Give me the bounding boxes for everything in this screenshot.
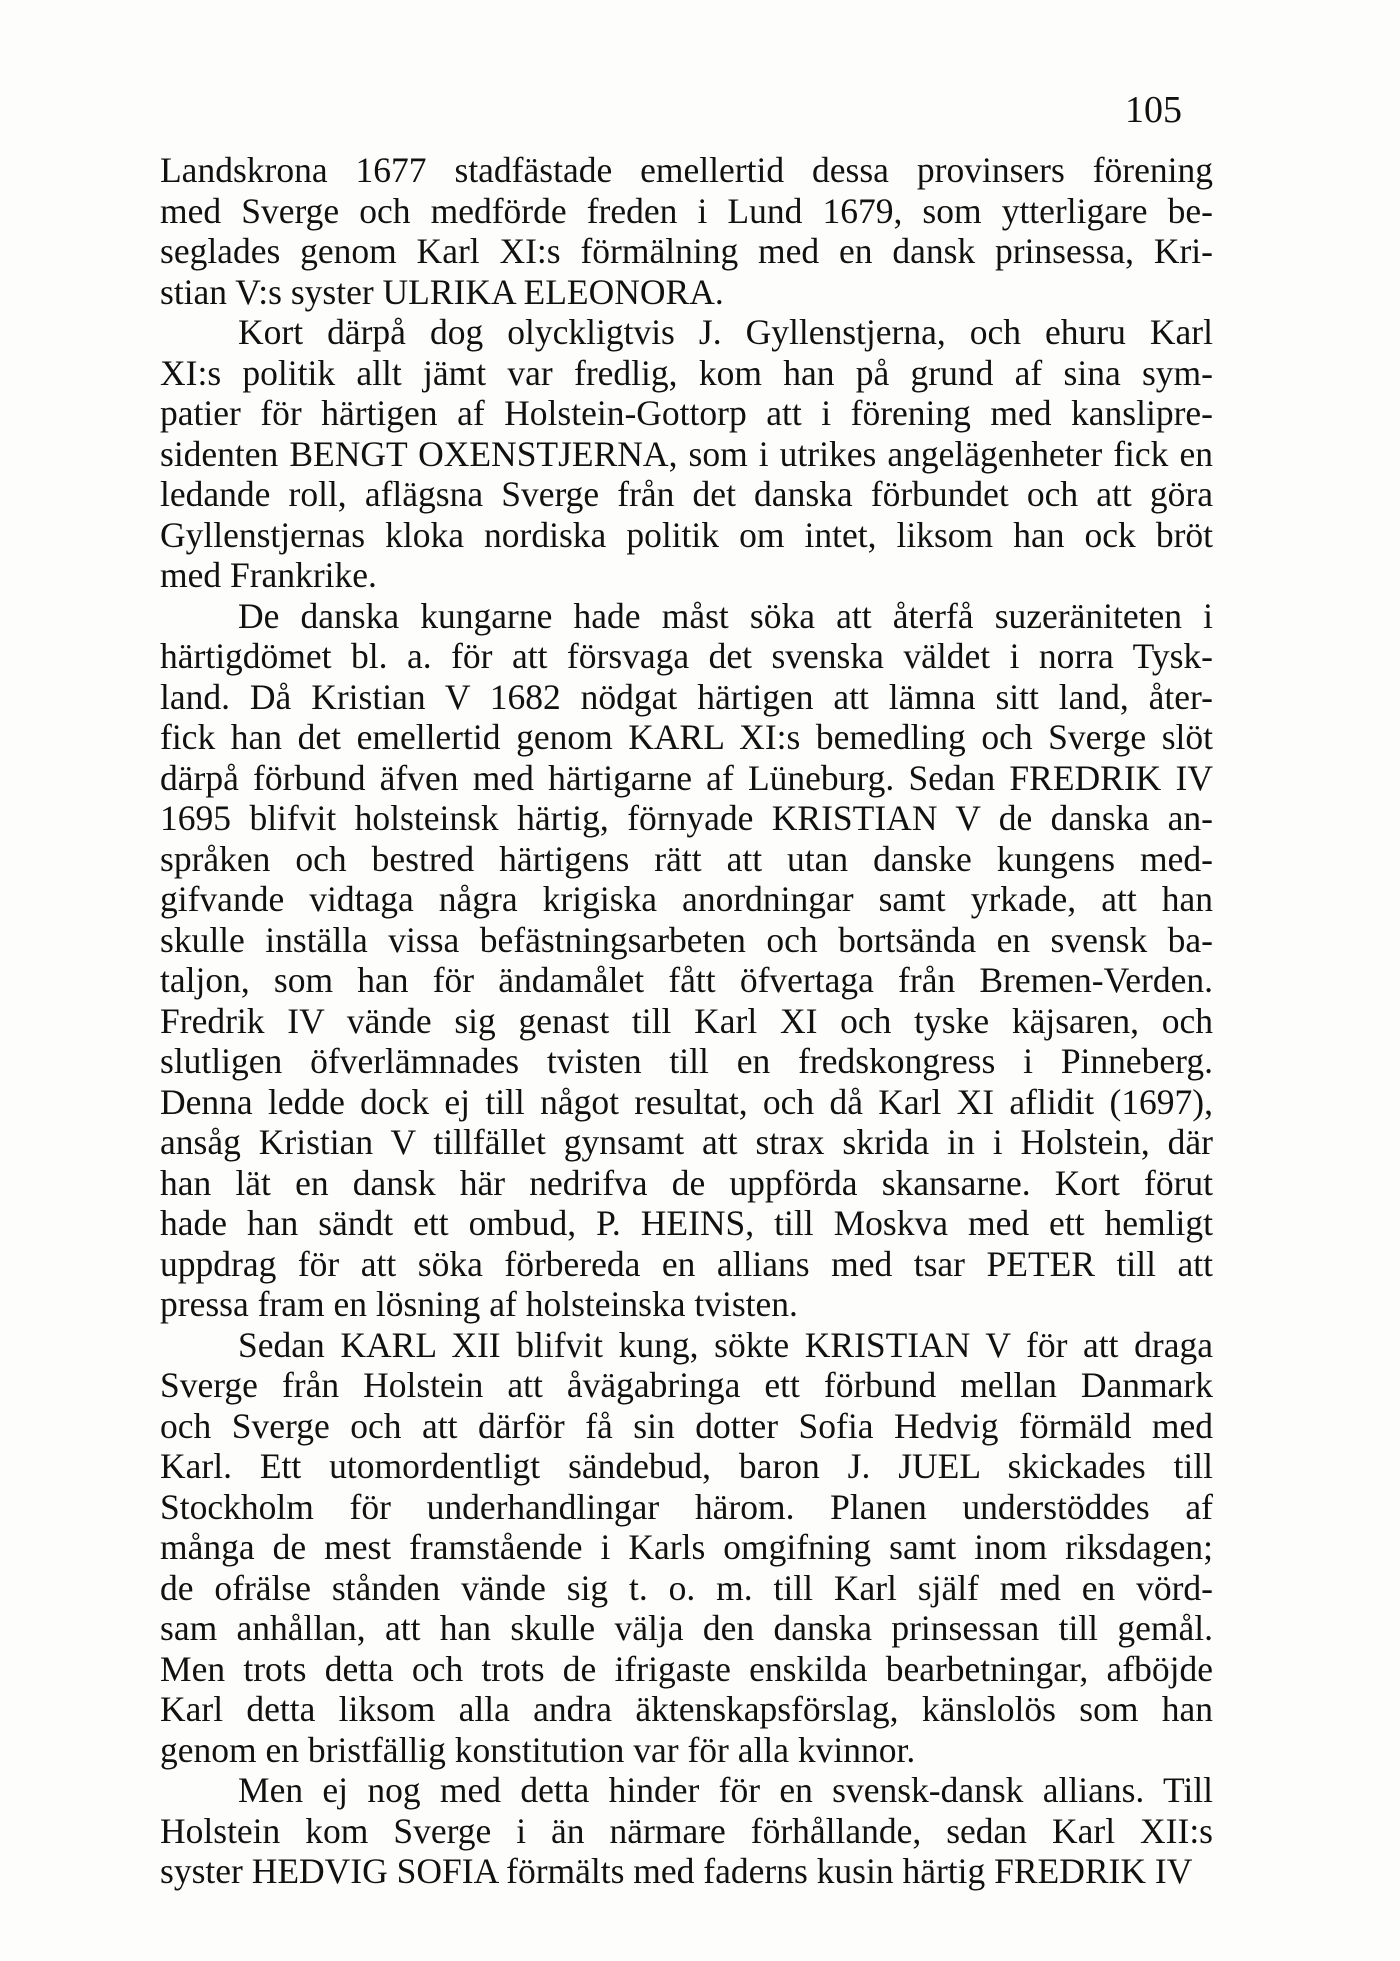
text-line: därpå förbund äfven med härtigarne af Lüneburg. Sedan FREDRIK IV (160, 757, 1213, 798)
text-line: härtigdömet bl. a. för att försvaga det svenska väldet i norra Tysk- (160, 636, 1213, 676)
text-line: hade han sändt ett ombud, P. HEINS, till Moskva med ett hemligt (160, 1203, 1213, 1243)
text-line: med Sverge och medförde freden i Lund 1679, som ytterligare be- (160, 190, 1213, 231)
text-line: Men trots detta och trots de ifrigaste enskilda bearbetningar, afböjde (160, 1648, 1213, 1689)
text-line: han lät en dansk här nedrifva de uppförda skansarne. Kort förut (160, 1162, 1213, 1203)
text-line: patier för härtigen af Holstein-Gottorp att i förening med kanslipre- (160, 393, 1213, 433)
text-line: De danska kungarne hade måst söka att återfå suzeräniteten i (238, 595, 1213, 636)
text-line: ansåg Kristian V tillfället gynsamt att strax skrida in i Holstein, där (160, 1122, 1213, 1162)
text-line: Karl detta liksom alla andra äktenskapsförslag, känslolös som han (160, 1689, 1213, 1729)
text-line: Karl. Ett utomordentligt sändebud, baron J. JUEL skickades till (160, 1446, 1213, 1486)
text-line: sidenten BENGT OXENSTJERNA, som i utrikes angelägenheter fick en (160, 433, 1213, 474)
text-line: Sverge från Holstein att åvägabringa ett förbund mellan Danmark (160, 1365, 1213, 1405)
text-line: sam anhållan, att han skulle välja den danska prinsessan till gemål. (160, 1608, 1213, 1648)
text-line: land. Då Kristian V 1682 nödgat härtigen att lämna sitt land, åter- (160, 676, 1213, 717)
page-number: 105 (1125, 89, 1182, 131)
text-line: uppdrag för att söka förbereda en allians med tsar PETER till att (160, 1243, 1213, 1284)
text-line: genom en bristfällig konstitution var för alla kvinnor. (160, 1729, 916, 1770)
text-line: Landskrona 1677 stadfästade emellertid dessa provinsers förening (160, 150, 1213, 190)
body-text (160, 150, 1213, 1892)
text-line: XI:s politik allt jämt var fredlig, kom han på grund af sina sym- (160, 352, 1213, 393)
text-line: med Frankrike. (160, 555, 377, 595)
text-line: och Sverge och att därför få sin dotter Sofia Hedvig förmäld med (160, 1405, 1213, 1446)
text-line: taljon, som han för ändamålet fått öfvertaga från Bremen-Verden. (160, 960, 1213, 1000)
text-line: slutligen öfverlämnades tvisten till en fredskongress i Pinneberg. (160, 1041, 1213, 1081)
text-line: Stockholm för underhandlingar härom. Planen understöddes af (160, 1486, 1213, 1527)
text-line: Holstein kom Sverge i än närmare förhållande, sedan Karl XII:s (160, 1810, 1213, 1851)
text-line: 1695 blifvit holsteinsk härtig, förnyade KRISTIAN V de danska an- (160, 798, 1213, 838)
text-line: seglades genom Karl XI:s förmälning med en dansk prinsessa, Kri- (160, 231, 1213, 271)
text-line: skulle inställa vissa befästningsarbeten och bortsända en svensk ba- (160, 919, 1213, 960)
text-line: ledande roll, aflägsna Sverge från det danska förbundet och att göra (160, 474, 1213, 514)
text-line: de ofrälse stånden vände sig t. o. m. till Karl själf med en vörd- (160, 1567, 1213, 1608)
text-line: gifvande vidtaga några krigiska anordningar samt yrkade, att han (160, 879, 1213, 919)
text-line: Men ej nog med detta hinder för en svensk-dansk allians. Till (238, 1770, 1213, 1810)
text-line: Gyllenstjernas kloka nordiska politik om intet, liksom han ock bröt (160, 514, 1213, 555)
text-line: Denna ledde dock ej till något resultat, och då Karl XI aflidit (1697), (160, 1081, 1213, 1122)
text-line: Kort därpå dog olyckligtvis J. Gyllenstjerna, och ehuru Karl (238, 312, 1213, 352)
text-line: pressa fram en lösning af holsteinska tvisten. (160, 1284, 798, 1324)
text-line: stian V:s syster ULRIKA ELEONORA. (160, 271, 724, 312)
text-line: fick han det emellertid genom KARL XI:s bemedling och Sverge slöt (160, 717, 1213, 757)
text-line: språken och bestred härtigens rätt att utan danske kungens med- (160, 838, 1213, 879)
text-line: många de mest framstående i Karls omgifning samt inom riksdagen; (160, 1527, 1213, 1567)
text-line: Fredrik IV vände sig genast till Karl XI och tyske käjsaren, och (160, 1000, 1213, 1041)
text-line: syster HEDVIG SOFIA förmälts med faderns kusin härtig FREDRIK IV (160, 1851, 1193, 1891)
text-line: Sedan KARL XII blifvit kung, sökte KRISTIAN V för att draga (238, 1324, 1213, 1365)
